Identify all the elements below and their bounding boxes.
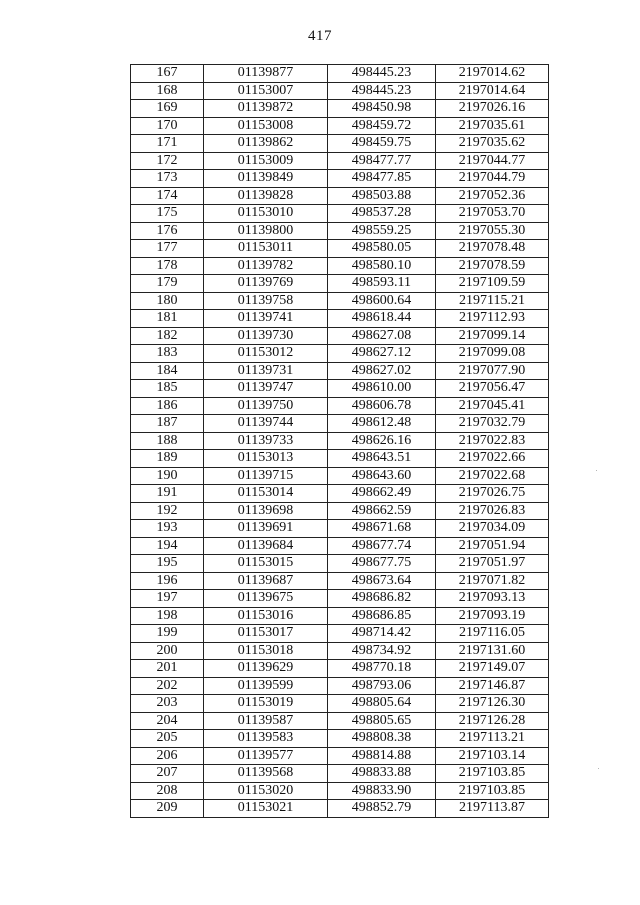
y-coordinate-cell: 2197056.47 [436, 380, 549, 398]
point-number-cell: 181 [131, 310, 204, 328]
point-number-cell: 207 [131, 765, 204, 783]
x-coordinate-cell: 498450.98 [328, 100, 436, 118]
point-code-cell: 01139750 [204, 397, 328, 415]
point-code-cell: 01153009 [204, 152, 328, 170]
point-code-cell: 01139782 [204, 257, 328, 275]
y-coordinate-cell: 2197026.75 [436, 485, 549, 503]
y-coordinate-cell: 2197022.68 [436, 467, 549, 485]
table-row [131, 485, 549, 503]
table-row [131, 502, 549, 520]
table-row [131, 415, 549, 433]
table-row [131, 467, 549, 485]
point-code-cell: 01139744 [204, 415, 328, 433]
x-coordinate-cell: 498477.77 [328, 152, 436, 170]
x-coordinate-cell: 498477.85 [328, 170, 436, 188]
y-coordinate-cell: 2197077.90 [436, 362, 549, 380]
point-code-cell: 01139675 [204, 590, 328, 608]
x-coordinate-cell: 498793.06 [328, 677, 436, 695]
table-row [131, 607, 549, 625]
y-coordinate-cell: 2197026.16 [436, 100, 549, 118]
table-row [131, 520, 549, 538]
point-code-cell: 01153016 [204, 607, 328, 625]
point-code-cell: 01153014 [204, 485, 328, 503]
point-number-cell: 179 [131, 275, 204, 293]
point-number-cell: 187 [131, 415, 204, 433]
point-code-cell: 01139741 [204, 310, 328, 328]
point-number-cell: 177 [131, 240, 204, 258]
point-number-cell: 174 [131, 187, 204, 205]
x-coordinate-cell: 498734.92 [328, 642, 436, 660]
x-coordinate-cell: 498643.60 [328, 467, 436, 485]
y-coordinate-cell: 2197051.94 [436, 537, 549, 555]
y-coordinate-cell: 2197093.13 [436, 590, 549, 608]
point-code-cell: 01139587 [204, 712, 328, 730]
x-coordinate-cell: 498671.68 [328, 520, 436, 538]
coordinates-table [130, 64, 549, 818]
y-coordinate-cell: 2197126.28 [436, 712, 549, 730]
y-coordinate-cell: 2197116.05 [436, 625, 549, 643]
point-code-cell: 01139747 [204, 380, 328, 398]
x-coordinate-cell: 498686.85 [328, 607, 436, 625]
x-coordinate-cell: 498814.88 [328, 747, 436, 765]
point-number-cell: 183 [131, 345, 204, 363]
x-coordinate-cell: 498459.72 [328, 117, 436, 135]
table-row [131, 695, 549, 713]
y-coordinate-cell: 2197093.19 [436, 607, 549, 625]
point-number-cell: 169 [131, 100, 204, 118]
y-coordinate-cell: 2197103.14 [436, 747, 549, 765]
point-code-cell: 01153007 [204, 82, 328, 100]
x-coordinate-cell: 498559.25 [328, 222, 436, 240]
y-coordinate-cell: 2197014.64 [436, 82, 549, 100]
point-code-cell: 01139733 [204, 432, 328, 450]
table-row [131, 65, 549, 83]
x-coordinate-cell: 498445.23 [328, 65, 436, 83]
x-coordinate-cell: 498627.12 [328, 345, 436, 363]
y-coordinate-cell: 2197146.87 [436, 677, 549, 695]
y-coordinate-cell: 2197149.07 [436, 660, 549, 678]
point-number-cell: 198 [131, 607, 204, 625]
y-coordinate-cell: 2197112.93 [436, 310, 549, 328]
x-coordinate-cell: 498673.64 [328, 572, 436, 590]
point-code-cell: 01139568 [204, 765, 328, 783]
scan-speck [596, 470, 597, 471]
y-coordinate-cell: 2197113.21 [436, 730, 549, 748]
y-coordinate-cell: 2197044.79 [436, 170, 549, 188]
point-code-cell: 01139730 [204, 327, 328, 345]
x-coordinate-cell: 498459.75 [328, 135, 436, 153]
x-coordinate-cell: 498770.18 [328, 660, 436, 678]
y-coordinate-cell: 2197131.60 [436, 642, 549, 660]
table-row [131, 380, 549, 398]
point-code-cell: 01139684 [204, 537, 328, 555]
x-coordinate-cell: 498606.78 [328, 397, 436, 415]
point-number-cell: 191 [131, 485, 204, 503]
x-coordinate-cell: 498612.48 [328, 415, 436, 433]
point-number-cell: 205 [131, 730, 204, 748]
point-code-cell: 01153018 [204, 642, 328, 660]
point-code-cell: 01139731 [204, 362, 328, 380]
x-coordinate-cell: 498805.64 [328, 695, 436, 713]
point-number-cell: 193 [131, 520, 204, 538]
table-row [131, 450, 549, 468]
table-row [131, 782, 549, 800]
point-number-cell: 195 [131, 555, 204, 573]
y-coordinate-cell: 2197032.79 [436, 415, 549, 433]
point-number-cell: 178 [131, 257, 204, 275]
x-coordinate-cell: 498626.16 [328, 432, 436, 450]
table-row [131, 555, 549, 573]
point-code-cell: 01139698 [204, 502, 328, 520]
table-row [131, 800, 549, 818]
x-coordinate-cell: 498627.08 [328, 327, 436, 345]
x-coordinate-cell: 498593.11 [328, 275, 436, 293]
point-number-cell: 196 [131, 572, 204, 590]
y-coordinate-cell: 2197078.59 [436, 257, 549, 275]
table-row [131, 170, 549, 188]
point-code-cell: 01153011 [204, 240, 328, 258]
point-number-cell: 182 [131, 327, 204, 345]
point-number-cell: 172 [131, 152, 204, 170]
point-number-cell: 197 [131, 590, 204, 608]
x-coordinate-cell: 498833.90 [328, 782, 436, 800]
table-row [131, 240, 549, 258]
point-code-cell: 01139769 [204, 275, 328, 293]
y-coordinate-cell: 2197052.36 [436, 187, 549, 205]
coordinates-table-body [131, 65, 549, 818]
x-coordinate-cell: 498537.28 [328, 205, 436, 223]
table-row [131, 660, 549, 678]
y-coordinate-cell: 2197099.14 [436, 327, 549, 345]
point-number-cell: 201 [131, 660, 204, 678]
point-code-cell: 01153017 [204, 625, 328, 643]
y-coordinate-cell: 2197078.48 [436, 240, 549, 258]
point-number-cell: 206 [131, 747, 204, 765]
table-row [131, 292, 549, 310]
x-coordinate-cell: 498808.38 [328, 730, 436, 748]
point-code-cell: 01139758 [204, 292, 328, 310]
table-row [131, 625, 549, 643]
point-code-cell: 01139629 [204, 660, 328, 678]
y-coordinate-cell: 2197109.59 [436, 275, 549, 293]
point-code-cell: 01139849 [204, 170, 328, 188]
point-number-cell: 175 [131, 205, 204, 223]
x-coordinate-cell: 498714.42 [328, 625, 436, 643]
table-row [131, 572, 549, 590]
y-coordinate-cell: 2197026.83 [436, 502, 549, 520]
point-number-cell: 188 [131, 432, 204, 450]
point-number-cell: 199 [131, 625, 204, 643]
table-row [131, 117, 549, 135]
page-number: 417 [308, 28, 332, 44]
x-coordinate-cell: 498677.75 [328, 555, 436, 573]
table-row [131, 345, 549, 363]
point-number-cell: 185 [131, 380, 204, 398]
point-number-cell: 173 [131, 170, 204, 188]
scan-speck [598, 768, 599, 769]
table-row [131, 327, 549, 345]
point-code-cell: 01153012 [204, 345, 328, 363]
table-row [131, 310, 549, 328]
point-number-cell: 203 [131, 695, 204, 713]
point-code-cell: 01153015 [204, 555, 328, 573]
point-code-cell: 01139583 [204, 730, 328, 748]
y-coordinate-cell: 2197103.85 [436, 765, 549, 783]
point-number-cell: 202 [131, 677, 204, 695]
point-code-cell: 01153019 [204, 695, 328, 713]
point-number-cell: 167 [131, 65, 204, 83]
point-number-cell: 209 [131, 800, 204, 818]
point-number-cell: 192 [131, 502, 204, 520]
point-code-cell: 01139577 [204, 747, 328, 765]
x-coordinate-cell: 498686.82 [328, 590, 436, 608]
point-code-cell: 01153020 [204, 782, 328, 800]
point-code-cell: 01139862 [204, 135, 328, 153]
y-coordinate-cell: 2197051.97 [436, 555, 549, 573]
x-coordinate-cell: 498805.65 [328, 712, 436, 730]
y-coordinate-cell: 2197113.87 [436, 800, 549, 818]
point-code-cell: 01139828 [204, 187, 328, 205]
point-number-cell: 200 [131, 642, 204, 660]
point-number-cell: 168 [131, 82, 204, 100]
x-coordinate-cell: 498662.59 [328, 502, 436, 520]
y-coordinate-cell: 2197022.83 [436, 432, 549, 450]
y-coordinate-cell: 2197034.09 [436, 520, 549, 538]
y-coordinate-cell: 2197022.66 [436, 450, 549, 468]
table-row [131, 747, 549, 765]
point-code-cell: 01139691 [204, 520, 328, 538]
table-row [131, 222, 549, 240]
y-coordinate-cell: 2197055.30 [436, 222, 549, 240]
point-code-cell: 01139877 [204, 65, 328, 83]
point-number-cell: 186 [131, 397, 204, 415]
x-coordinate-cell: 498627.02 [328, 362, 436, 380]
point-number-cell: 204 [131, 712, 204, 730]
table-row [131, 765, 549, 783]
point-code-cell: 01139800 [204, 222, 328, 240]
table-row [131, 642, 549, 660]
point-code-cell: 01153021 [204, 800, 328, 818]
y-coordinate-cell: 2197071.82 [436, 572, 549, 590]
y-coordinate-cell: 2197035.62 [436, 135, 549, 153]
table-row [131, 362, 549, 380]
table-row [131, 590, 549, 608]
table-row [131, 152, 549, 170]
point-code-cell: 01139715 [204, 467, 328, 485]
point-number-cell: 171 [131, 135, 204, 153]
x-coordinate-cell: 498580.05 [328, 240, 436, 258]
table-row [131, 82, 549, 100]
table-row [131, 205, 549, 223]
y-coordinate-cell: 2197126.30 [436, 695, 549, 713]
table-row [131, 275, 549, 293]
x-coordinate-cell: 498618.44 [328, 310, 436, 328]
x-coordinate-cell: 498662.49 [328, 485, 436, 503]
x-coordinate-cell: 498610.00 [328, 380, 436, 398]
table-row [131, 712, 549, 730]
y-coordinate-cell: 2197014.62 [436, 65, 549, 83]
x-coordinate-cell: 498600.64 [328, 292, 436, 310]
y-coordinate-cell: 2197103.85 [436, 782, 549, 800]
table-row [131, 187, 549, 205]
table-row [131, 100, 549, 118]
point-code-cell: 01153013 [204, 450, 328, 468]
table-row [131, 432, 549, 450]
x-coordinate-cell: 498833.88 [328, 765, 436, 783]
point-number-cell: 176 [131, 222, 204, 240]
point-number-cell: 208 [131, 782, 204, 800]
point-number-cell: 184 [131, 362, 204, 380]
x-coordinate-cell: 498445.23 [328, 82, 436, 100]
y-coordinate-cell: 2197045.41 [436, 397, 549, 415]
point-number-cell: 189 [131, 450, 204, 468]
table-row [131, 730, 549, 748]
point-code-cell: 01139687 [204, 572, 328, 590]
point-code-cell: 01139599 [204, 677, 328, 695]
table-row [131, 135, 549, 153]
point-code-cell: 01153010 [204, 205, 328, 223]
y-coordinate-cell: 2197053.70 [436, 205, 549, 223]
point-code-cell: 01153008 [204, 117, 328, 135]
y-coordinate-cell: 2197035.61 [436, 117, 549, 135]
point-number-cell: 170 [131, 117, 204, 135]
point-number-cell: 180 [131, 292, 204, 310]
table-row [131, 537, 549, 555]
x-coordinate-cell: 498852.79 [328, 800, 436, 818]
table-row [131, 677, 549, 695]
point-number-cell: 194 [131, 537, 204, 555]
x-coordinate-cell: 498643.51 [328, 450, 436, 468]
table-row [131, 397, 549, 415]
x-coordinate-cell: 498503.88 [328, 187, 436, 205]
table-row [131, 257, 549, 275]
point-number-cell: 190 [131, 467, 204, 485]
x-coordinate-cell: 498677.74 [328, 537, 436, 555]
y-coordinate-cell: 2197115.21 [436, 292, 549, 310]
y-coordinate-cell: 2197099.08 [436, 345, 549, 363]
point-code-cell: 01139872 [204, 100, 328, 118]
y-coordinate-cell: 2197044.77 [436, 152, 549, 170]
x-coordinate-cell: 498580.10 [328, 257, 436, 275]
